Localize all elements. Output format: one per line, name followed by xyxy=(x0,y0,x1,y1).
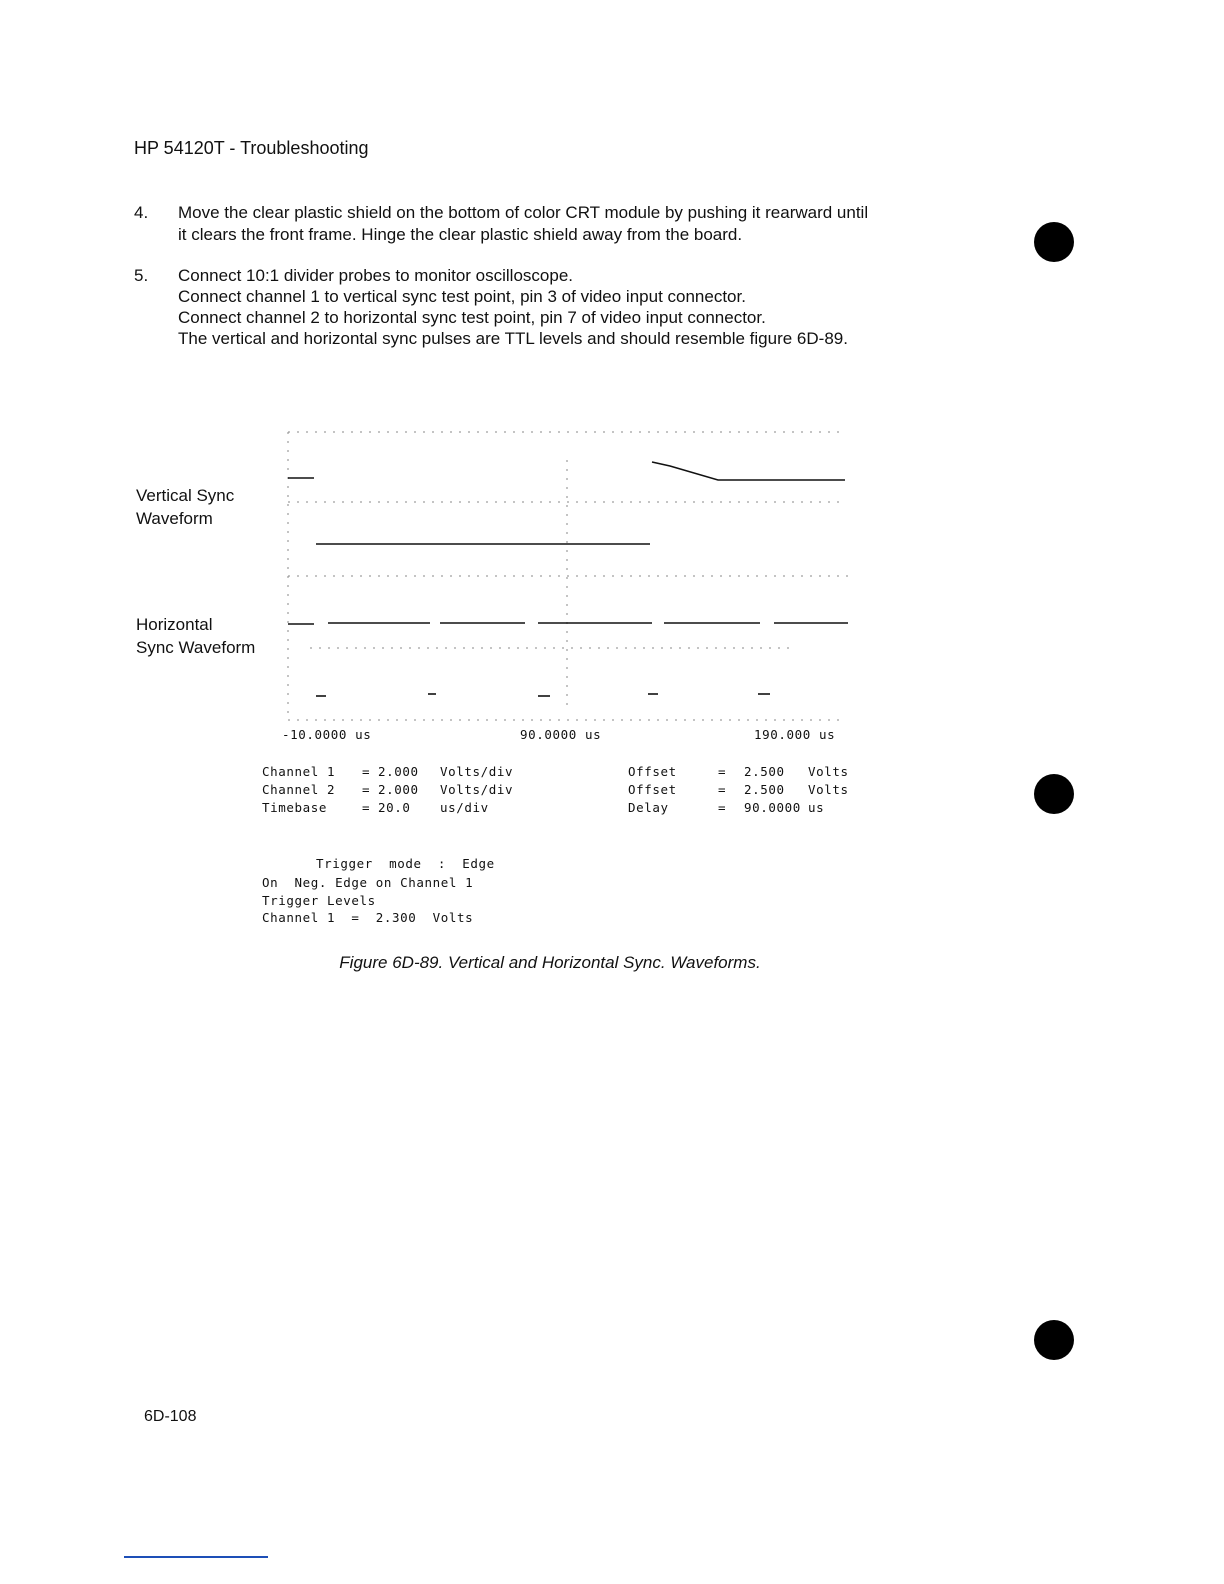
setting-eq: = xyxy=(362,764,371,779)
page-header: HP 54120T - Troubleshooting xyxy=(134,138,369,158)
setting-label: Channel 2 xyxy=(262,782,336,797)
vertical-sync-label xyxy=(136,484,234,530)
setting-unit: Volts/div xyxy=(440,782,514,797)
step-number: 5. xyxy=(134,266,149,285)
setting-label: Channel 1 xyxy=(262,764,336,779)
step-line: The vertical and horizontal sync pulses are TTL levels and should resemble figure 6D-89. xyxy=(178,329,848,348)
page-number: 6D-108 xyxy=(144,1408,197,1425)
setting-channel-1 xyxy=(262,764,513,779)
setting-channel-2 xyxy=(262,782,513,797)
binder-hole xyxy=(1034,1320,1074,1360)
setting-value: 2.500 xyxy=(744,782,785,797)
setting-value: 90.0000 xyxy=(744,800,801,815)
setting-unit: Volts xyxy=(808,782,849,797)
setting-value: 2.000 xyxy=(378,764,419,779)
setting-unit: us/div xyxy=(440,800,489,815)
setting-eq: = xyxy=(718,782,727,797)
setting-offset-1 xyxy=(628,764,849,779)
step-number: 4. xyxy=(134,203,149,222)
trigger-levels-title: Trigger Levels xyxy=(262,893,376,908)
setting-label: Offset xyxy=(628,782,677,797)
setting-eq: = xyxy=(718,764,727,779)
horizontal-sync-trace xyxy=(288,623,848,696)
step-line: Connect channel 2 to horizontal sync test point, pin 7 of video input connector. xyxy=(178,308,766,327)
setting-eq: = xyxy=(362,800,371,815)
setting-eq: = xyxy=(362,782,371,797)
bottom-rule xyxy=(124,1556,268,1558)
step-line: Connect 10:1 divider probes to monitor oscilloscope. xyxy=(178,266,573,285)
setting-label: Offset xyxy=(628,764,677,779)
binder-hole xyxy=(1034,774,1074,814)
vertical-sync-label-line: Vertical Sync xyxy=(136,486,235,505)
setting-unit: Volts/div xyxy=(440,764,514,779)
setting-value: 2.500 xyxy=(744,764,785,779)
setting-timebase xyxy=(262,800,489,815)
setting-unit: us xyxy=(808,800,825,815)
horizontal-sync-label-line: Sync Waveform xyxy=(136,638,256,657)
time-axis-center: 90.0000 us xyxy=(520,727,602,742)
step-line: it clears the front frame. Hinge the clear plastic shield away from the board. xyxy=(178,225,743,244)
setting-label: Delay xyxy=(628,800,669,815)
setting-value: 2.000 xyxy=(378,782,419,797)
step-line: Connect channel 1 to vertical sync test point, pin 3 of video input connector. xyxy=(178,287,746,306)
oscilloscope-display xyxy=(280,420,855,725)
setting-label: Timebase xyxy=(262,800,328,815)
horizontal-sync-label-line: Horizontal xyxy=(136,615,213,634)
setting-offset-2 xyxy=(628,782,849,797)
step-line: Move the clear plastic shield on the bottom of color CRT module by pushing it rearward until xyxy=(178,203,869,222)
trigger-edge: On Neg. Edge on Channel 1 xyxy=(262,875,474,890)
time-axis-left: -10.0000 us xyxy=(282,727,372,742)
vertical-sync-label-line: Waveform xyxy=(136,509,213,528)
graticule xyxy=(288,432,850,720)
setting-delay xyxy=(628,800,824,815)
time-axis-right: 190.000 us xyxy=(754,727,836,742)
binder-hole xyxy=(1034,222,1074,262)
trigger-level-channel-1: Channel 1 = 2.300 Volts xyxy=(262,910,474,925)
trigger-mode: Trigger mode : Edge xyxy=(316,856,495,871)
setting-eq: = xyxy=(718,800,727,815)
setting-value: 20.0 xyxy=(378,800,411,815)
horizontal-sync-label xyxy=(136,613,255,659)
figure-caption: Figure 6D-89. Vertical and Horizontal Sync. Waveforms. xyxy=(339,953,761,972)
setting-unit: Volts xyxy=(808,764,849,779)
vertical-sync-trace xyxy=(288,462,845,544)
